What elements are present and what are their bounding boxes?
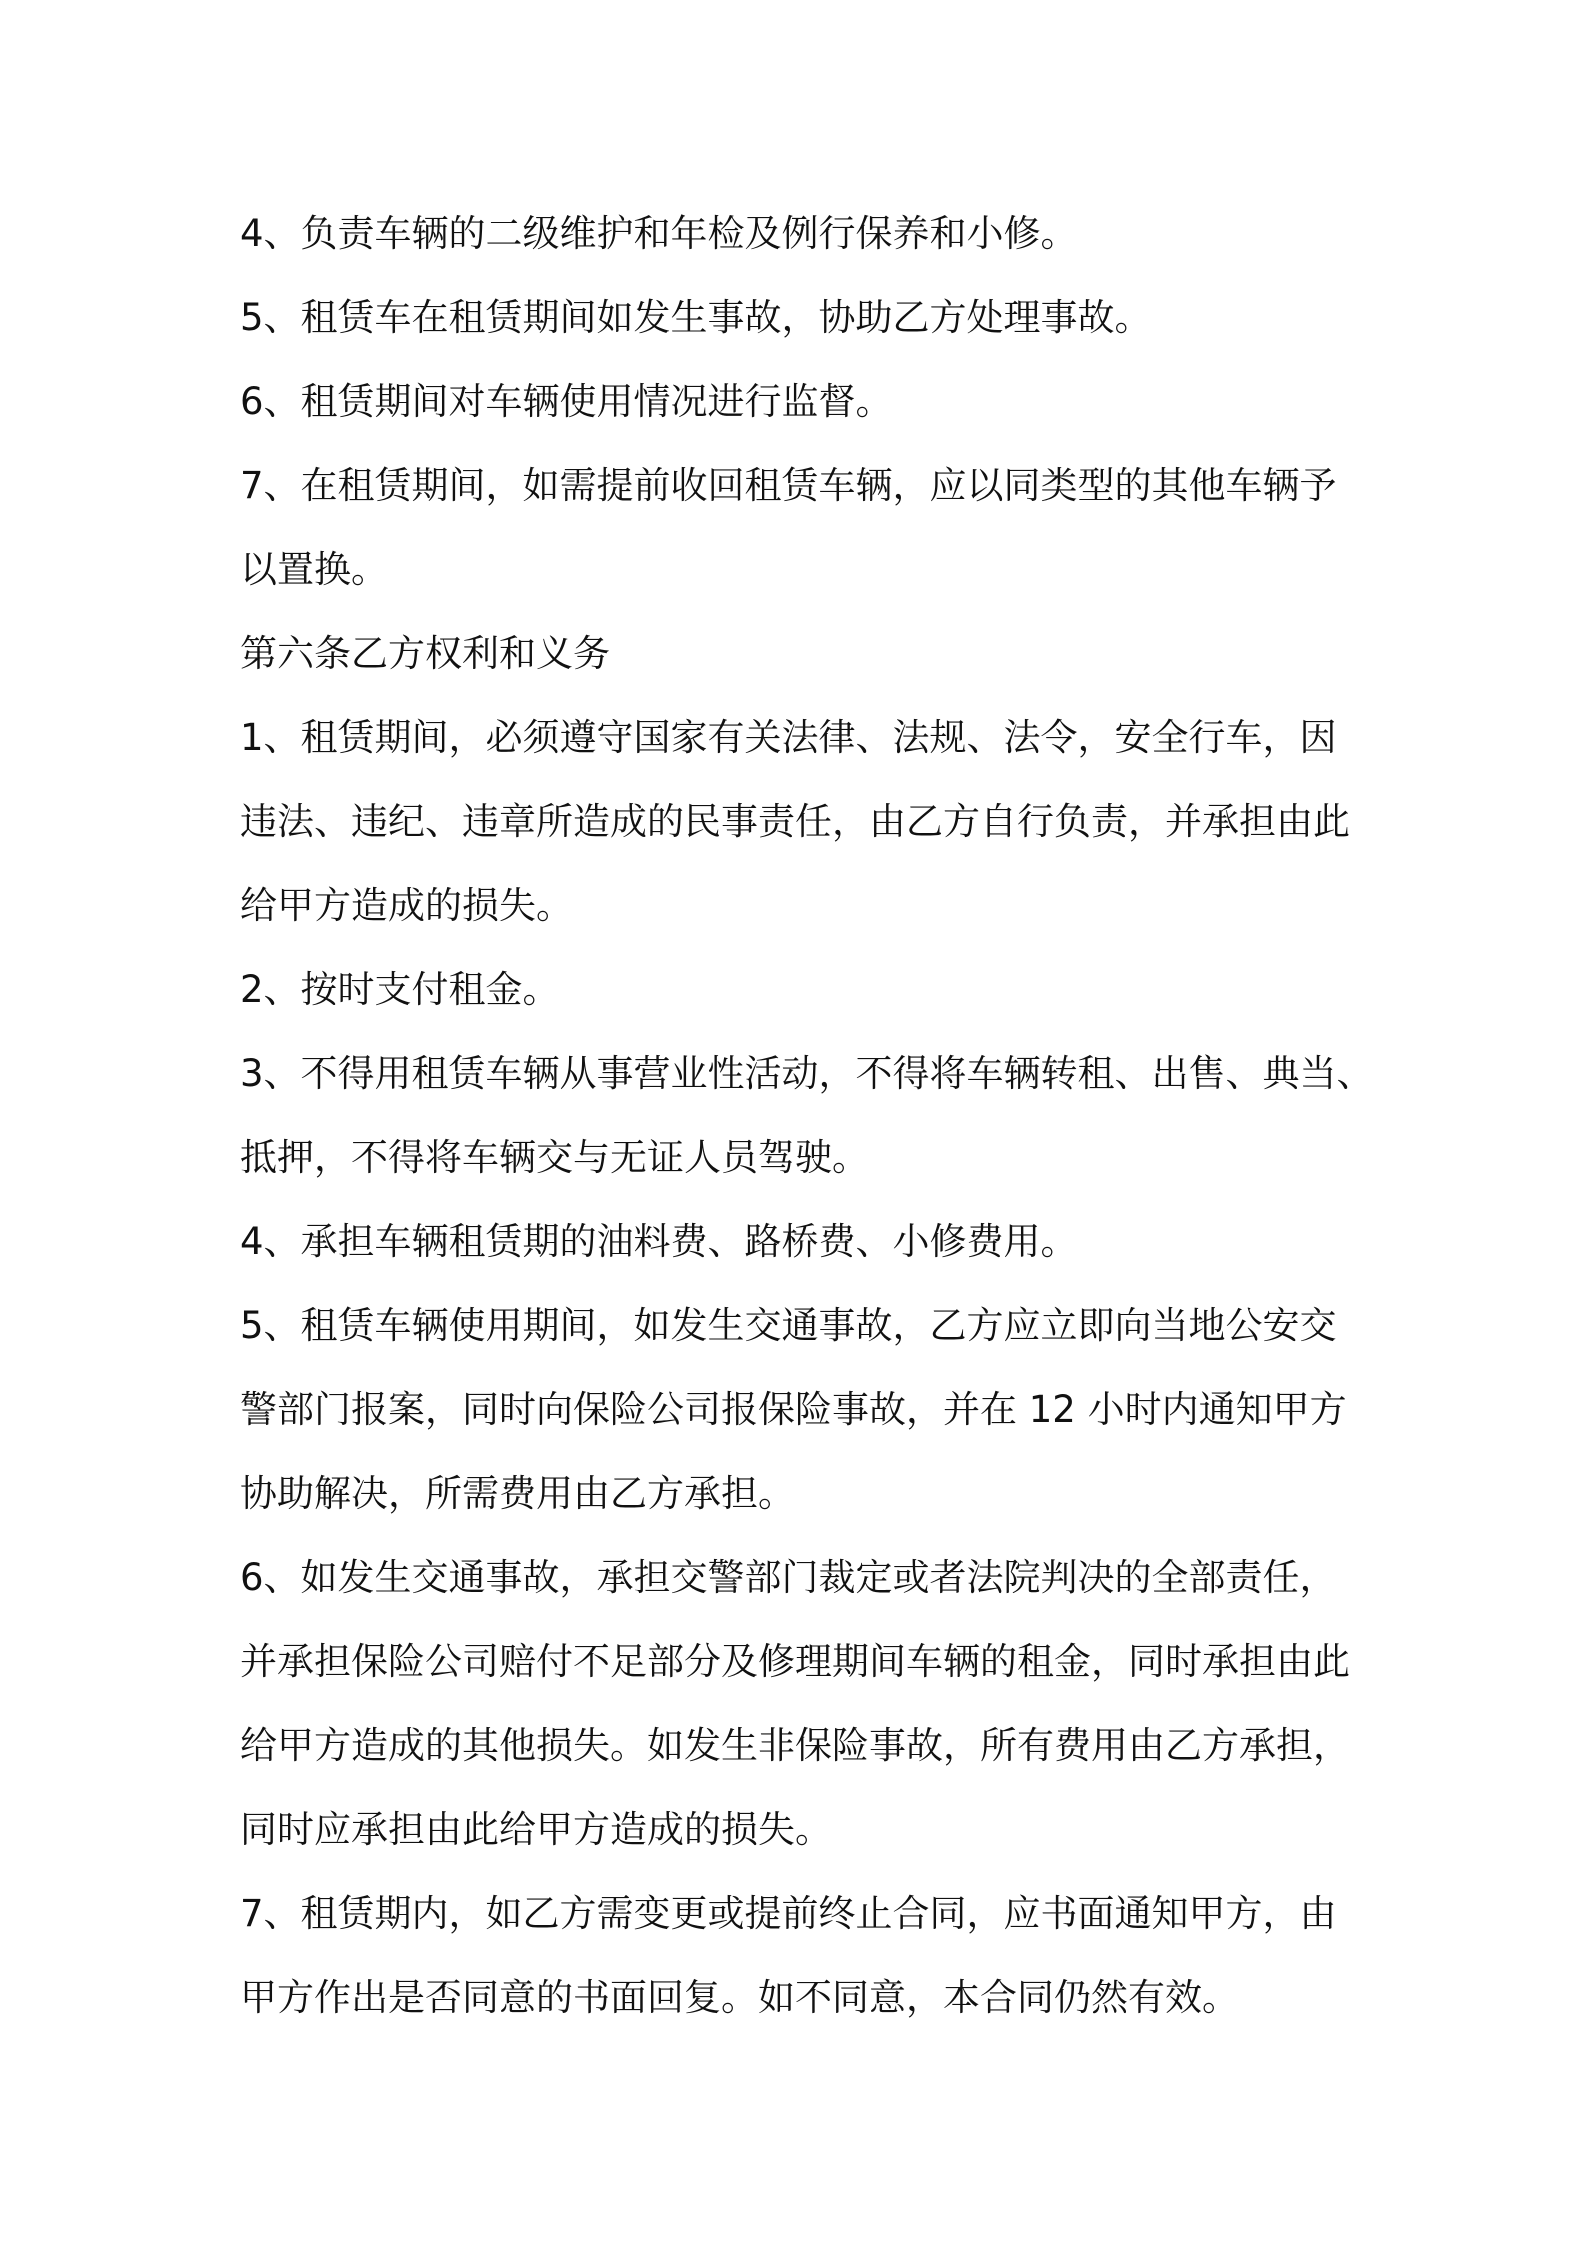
text-line: 协助解决，所需费用由乙方承担。	[240, 1472, 795, 1515]
text-line: 4、承担车辆租赁期的油料费、路桥费、小修费用。	[240, 1220, 1078, 1263]
text-line: 同时应承担由此给甲方造成的损失。	[240, 1808, 832, 1851]
text-line: 5、租赁车辆使用期间，如发生交通事故，乙方应立即向当地公安交	[240, 1304, 1337, 1347]
text-line: 2、按时支付租金。	[240, 968, 560, 1011]
text-line: 抵押，不得将车辆交与无证人员驾驶。	[240, 1136, 869, 1179]
text-line: 以置换。	[240, 548, 388, 591]
text-line: 6、租赁期间对车辆使用情况进行监督。	[240, 380, 893, 423]
text-line: 7、租赁期内，如乙方需变更或提前终止合同，应书面通知甲方，由	[240, 1892, 1337, 1935]
text-line: 甲方作出是否同意的书面回复。如不同意，本合同仍然有效。	[240, 1976, 1239, 2019]
text-line: 5、租赁车在租赁期间如发生事故，协助乙方处理事故。	[240, 296, 1152, 339]
text-line: 4、负责车辆的二级维护和年检及例行保养和小修。	[240, 212, 1078, 255]
text-line: 违法、违纪、违章所造成的民事责任，由乙方自行负责，并承担由此	[240, 800, 1350, 843]
text-line: 7、在租赁期间，如需提前收回租赁车辆，应以同类型的其他车辆予	[240, 464, 1337, 507]
text-line: 警部门报案，同时向保险公司报保险事故，并在 12 小时内通知甲方	[240, 1388, 1347, 1431]
text-line: 给甲方造成的损失。	[240, 884, 573, 927]
text-line: 给甲方造成的其他损失。如发生非保险事故，所有费用由乙方承担，	[240, 1724, 1350, 1767]
document-body	[240, 192, 1374, 2040]
text-line: 1、租赁期间，必须遵守国家有关法律、法规、法令，安全行车，因	[240, 716, 1337, 759]
text-line: 6、如发生交通事故，承担交警部门裁定或者法院判决的全部责任，	[240, 1556, 1337, 1599]
text-line: 3、不得用租赁车辆从事营业性活动，不得将车辆转租、出售、典当、	[240, 1052, 1374, 1095]
text-line: 并承担保险公司赔付不足部分及修理期间车辆的租金，同时承担由此	[240, 1640, 1350, 1683]
section-heading: 第六条乙方权利和义务	[240, 632, 610, 675]
